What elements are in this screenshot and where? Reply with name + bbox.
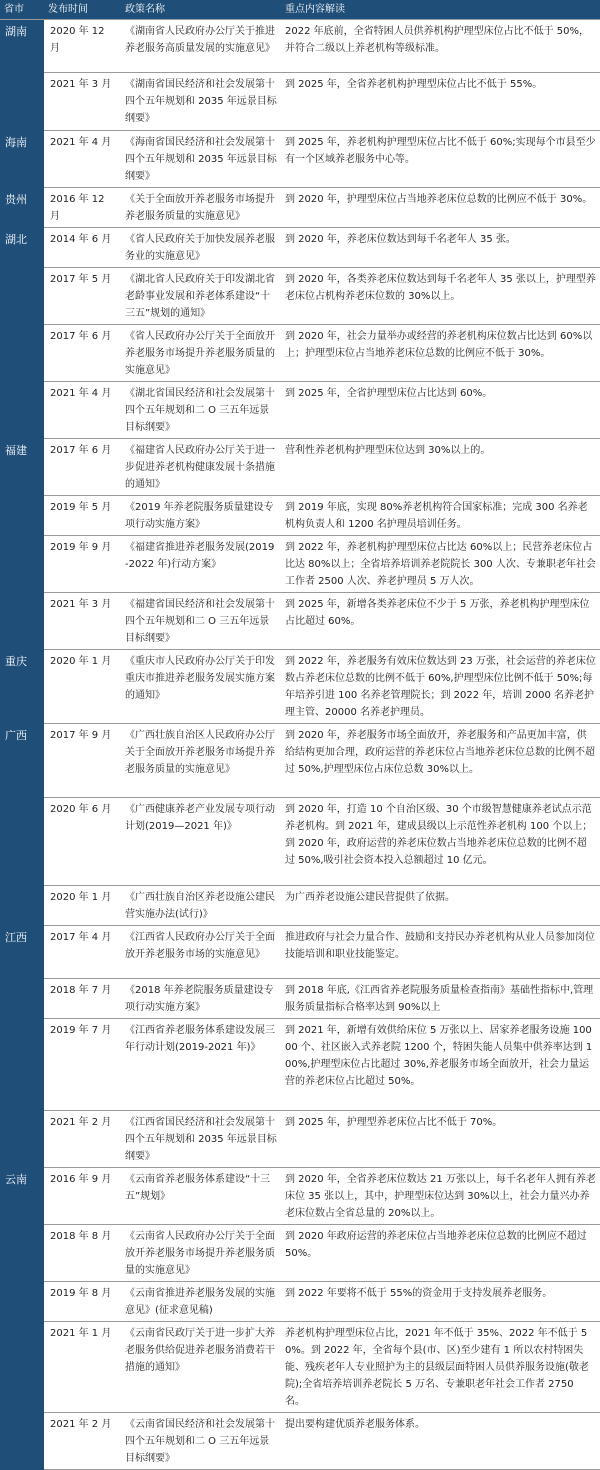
table-row (0, 228, 600, 268)
content-cell: 为广西养老设施公建民营提供了依据。 (281, 886, 600, 926)
content-cell: 到 2025 年，护理型养老床位占比不低于 70%。 (281, 1111, 600, 1168)
content-cell: 到 2020 年，养老床位数达到每千名老年人 35 张。 (281, 228, 600, 268)
province-cell: 贵州 (0, 188, 44, 228)
table-row (0, 1413, 600, 1470)
date-cell: 2014 年 6 月 (44, 228, 121, 268)
policy-name-cell: 《江西省养老服务体系建设发展三年行动计划(2019-2021 年)》 (121, 1019, 281, 1111)
date-cell: 2021 年 1 月 (44, 1322, 121, 1413)
table-row (0, 1225, 600, 1282)
province-cell: 湖南 (0, 20, 44, 131)
header-row (0, 0, 600, 20)
table-row (0, 724, 600, 798)
table-row (0, 1111, 600, 1168)
table-row (0, 886, 600, 926)
policy-name-cell: 《江西省人民政府办公厅关于全面放开养老服务市场的实施意见》 (121, 926, 281, 979)
date-cell: 2021 年 4 月 (44, 382, 121, 439)
table-header (0, 0, 600, 20)
policy-name-cell: 《2019 年养老院服务质量建设专项行动实施方案》 (121, 496, 281, 536)
policy-name-cell: 《关于全面放开养老服务市场提升养老服务质量的实施意见》 (121, 188, 281, 228)
date-cell: 2019 年 5 月 (44, 496, 121, 536)
content-cell: 到 2025 年，全省养老机构护理型床位占比不低于 55%。 (281, 73, 600, 131)
date-cell: 2020 年 12 月 (44, 20, 121, 73)
content-cell: 2022 年底前，全省特困人员供养机构护理型床位占比不低于 50%，并符合二级以上养老机构等级标准。 (281, 20, 600, 73)
date-cell: 2016 年 9 月 (44, 1168, 121, 1225)
table-row (0, 496, 600, 536)
header-content: 重点内容解读 (281, 0, 600, 20)
province-cell: 海南 (0, 131, 44, 188)
date-cell: 2020 年 1 月 (44, 886, 121, 926)
content-cell: 到 2020 年，护理型床位占当地养老床位总数的比例应不低于 30%。 (281, 188, 600, 228)
date-cell: 2021 年 2 月 (44, 1413, 121, 1470)
province-cell: 福建 (0, 439, 44, 650)
province-cell: 云南 (0, 1168, 44, 1470)
content-cell: 到 2020 年，各类养老床位数达到每千名老年人 35 张以上，护理型养老床位占机构养老床位数的 30%以上。 (281, 268, 600, 325)
date-cell: 2020 年 1 月 (44, 650, 121, 724)
date-cell: 2017 年 6 月 (44, 325, 121, 382)
province-cell: 江西 (0, 926, 44, 1168)
table-row (0, 188, 600, 228)
date-cell: 2017 年 5 月 (44, 268, 121, 325)
table-row (0, 325, 600, 382)
policy-name-cell: 《广西壮族自治区人民政府办公厅关于全面放开养老服务市场提升养老服务质量的实施意见》 (121, 724, 281, 798)
province-cell: 重庆 (0, 650, 44, 724)
table-row (0, 382, 600, 439)
province-cell: 广西 (0, 724, 44, 926)
content-cell: 到 2018 年底,《江西省养老院服务质量检查指南》基础性指标中,管理服务质量指标合格率达到 90%以上 (281, 979, 600, 1019)
content-cell: 营利性养老机构护理型床位达到 30%以上的。 (281, 439, 600, 496)
policy-name-cell: 《湖北省国民经济和社会发展第十四个五年规划和二 O 三五年远景目标纲要》 (121, 382, 281, 439)
policy-name-cell: 《云南省推进养老服务发展的实施意见》(征求意见稿) (121, 1282, 281, 1322)
policy-name-cell: 《云南省国民经济和社会发展第十四个五年规划和二 O 三五年远景目标纲要》 (121, 1413, 281, 1470)
policy-name-cell: 《广西壮族自治区养老设施公建民营实施办法(试行)》 (121, 886, 281, 926)
policy-name-cell: 《江西省国民经济和社会发展第十四个五年规划和 2035 年远景目标纲要》 (121, 1111, 281, 1168)
table-body (0, 20, 600, 1470)
table-row (0, 926, 600, 979)
policy-name-cell: 《湖北省人民政府关于印发湖北省老龄事业发展和养老体系建设“十三五”规划的通知》 (121, 268, 281, 325)
date-cell: 2021 年 3 月 (44, 593, 121, 650)
policy-name-cell: 《2018 年养老院服务质量建设专项行动实施方案》 (121, 979, 281, 1019)
table-row (0, 1282, 600, 1322)
policy-name-cell: 《广西健康养老产业发展专项行动计划(2019—2021 年)》 (121, 798, 281, 886)
policy-name-cell: 《云南省民政厅关于进一步扩大养老服务供给促进养老服务消费若干措施的通知》 (121, 1322, 281, 1413)
header-province: 省市 (0, 0, 44, 20)
date-cell: 2020 年 6 月 (44, 798, 121, 886)
content-cell: 提出要构建优质养老服务体系。 (281, 1413, 600, 1470)
table-row (0, 1322, 600, 1413)
content-cell: 到 2020 年，全省养老床位数达 21 万张以上，每千名老年人拥有养老床位 35 张以上，其中，护理型床位达到 30%以上，社会力量兴办养老床位数占全省总量的 20%以上。 (281, 1168, 600, 1225)
table-row (0, 650, 600, 724)
content-cell: 到 2022 年要将不低于 55%的资金用于支持发展养老服务。 (281, 1282, 600, 1322)
policy-name-cell: 《重庆市人民政府办公厅关于印发重庆市推进养老服务发展实施方案的通知》 (121, 650, 281, 724)
content-cell: 到 2020 年，打造 10 个自治区级、30 个市级智慧健康养老试点示范养老机构。到 2021 年，建成县级以上示范性养老机构 100 个以上；到 2020 年，政府运营的养老床位数占当地养老床位总数的比例不超过 50%,吸引社会资本投入总额超过 10 亿元。 (281, 798, 600, 886)
content-cell: 到 2021 年，新增有效供给床位 5 万张以上、居家养老服务设施 10000 个、社区嵌入式养老院 1200 个，特困失能人员集中供养率达到 100%,护理型床位占比超过 30%,养老服务市场全面放开，社会力量运营的养老床位占比超过 50%。 (281, 1019, 600, 1111)
date-cell: 2018 年 7 月 (44, 979, 121, 1019)
date-cell: 2021 年 2 月 (44, 1111, 121, 1168)
content-cell: 到 2020 年政府运营的养老床位占当地养老床位总数的比例应不超过 50%。 (281, 1225, 600, 1282)
date-cell: 2018 年 8 月 (44, 1225, 121, 1282)
table-row (0, 798, 600, 886)
date-cell: 2021 年 3 月 (44, 73, 121, 131)
date-cell: 2016 年 12 月 (44, 188, 121, 228)
header-date: 发布时间 (44, 0, 121, 20)
table-row (0, 979, 600, 1019)
content-cell: 到 2022 年，养老机构护理型床位占比达 60%以上；民营养老床位占比达 80%以上；全省培养培训养老院院长 300 人次、专兼职老年社会工作者 2500 人次、养老护理员 5 万人次。 (281, 536, 600, 593)
date-cell: 2019 年 9 月 (44, 536, 121, 593)
table-row (0, 1019, 600, 1111)
province-cell: 湖北 (0, 228, 44, 439)
date-cell: 2019 年 8 月 (44, 1282, 121, 1322)
policy-name-cell: 《省人民政府办公厅关于全面放开养老服务市场提升养老服务质量的实施意见》 (121, 325, 281, 382)
date-cell: 2019 年 7 月 (44, 1019, 121, 1111)
policy-name-cell: 《省人民政府关于加快发展养老服务业的实施意见》 (121, 228, 281, 268)
content-cell: 到 2025 年，养老机构护理型床位占比不低于 60%;实现每个市县至少有一个区域养老服务中心等。 (281, 131, 600, 188)
table-row (0, 73, 600, 131)
date-cell: 2017 年 6 月 (44, 439, 121, 496)
table-row (0, 131, 600, 188)
policy-name-cell: 《福建省人民政府办公厅关于进一步促进养老机构健康发展十条措施的通知》 (121, 439, 281, 496)
table-row (0, 439, 600, 496)
table-row (0, 536, 600, 593)
policy-name-cell: 《福建省国民经济和社会发展第十四个五年规划和二 O 三五年远景目标纲要》 (121, 593, 281, 650)
content-cell: 到 2025 年，新增各类养老床位不少于 5 万张，养老机构护理型床位占比超过 60%。 (281, 593, 600, 650)
content-cell: 养老机构护理型床位占比，2021 年不低于 35%、2022 年不低于 50%。到 2022 年，全省每个县(市、区)至少建有 1 所以农村特困失能、残疾老年人专业照护为主的县级层面特困人员供养服务设施(敬老院);全省培养培训养老院长 5 万名、专兼职老年社会工作者 2750 名。 (281, 1322, 600, 1413)
content-cell: 推进政府与社会力量合作、鼓励和支持民办养老机构从业人员参加岗位技能培训和职业技能鉴定。 (281, 926, 600, 979)
header-policy: 政策名称 (121, 0, 281, 20)
policy-name-cell: 《云南省人民政府办公厅关于全面放开养老服务市场提升养老服务质量的实施意见》 (121, 1225, 281, 1282)
table-row (0, 593, 600, 650)
policy-name-cell: 《福建省推进养老服务发展(2019-2022 年)行动方案》 (121, 536, 281, 593)
policy-name-cell: 《湖南省人民政府办公厅关于推进养老服务高质量发展的实施意见》 (121, 20, 281, 73)
content-cell: 到 2019 年底，实现 80%养老机构符合国家标准；完成 300 名养老机构负责人和 1200 名护理员培训任务。 (281, 496, 600, 536)
date-cell: 2017 年 9 月 (44, 724, 121, 798)
date-cell: 2021 年 4 月 (44, 131, 121, 188)
content-cell: 到 2020 年，社会力量举办或经营的养老机构床位数占比达到 60%以上；护理型床位占当地养老床位总数的比例应不低于 30%。 (281, 325, 600, 382)
date-cell: 2017 年 4 月 (44, 926, 121, 979)
content-cell: 到 2025 年，全省护理型床位占比达到 60%。 (281, 382, 600, 439)
table-row (0, 20, 600, 73)
content-cell: 到 2020 年，养老服务市场全面放开，养老服务和产品更加丰富，供给结构更加合理，政府运营的养老床位占当地养老床位总数的比例不超过 50%,护理型床位占床位总数 30%以上。 (281, 724, 600, 798)
content-cell: 到 2022 年，养老服务有效床位数达到 23 万张，社会运营的养老床位数占养老床位总数的比例不低于 60%,护理型床位比例不低于 50%;每年培养引进 100 名养老管理院长；到 2022 年，培训 2000 名养老护理主管、20000 名养老护理员。 (281, 650, 600, 724)
table-row (0, 1168, 600, 1225)
policy-name-cell: 《海南省国民经济和社会发展第十四个五年规划和 2035 年远景目标纲要》 (121, 131, 281, 188)
policy-name-cell: 《云南省养老服务体系建设“十三五”规划》 (121, 1168, 281, 1225)
policy-name-cell: 《湖南省国民经济和社会发展第十四个五年规划和 2035 年远景目标纲要》 (121, 73, 281, 131)
table-row (0, 268, 600, 325)
